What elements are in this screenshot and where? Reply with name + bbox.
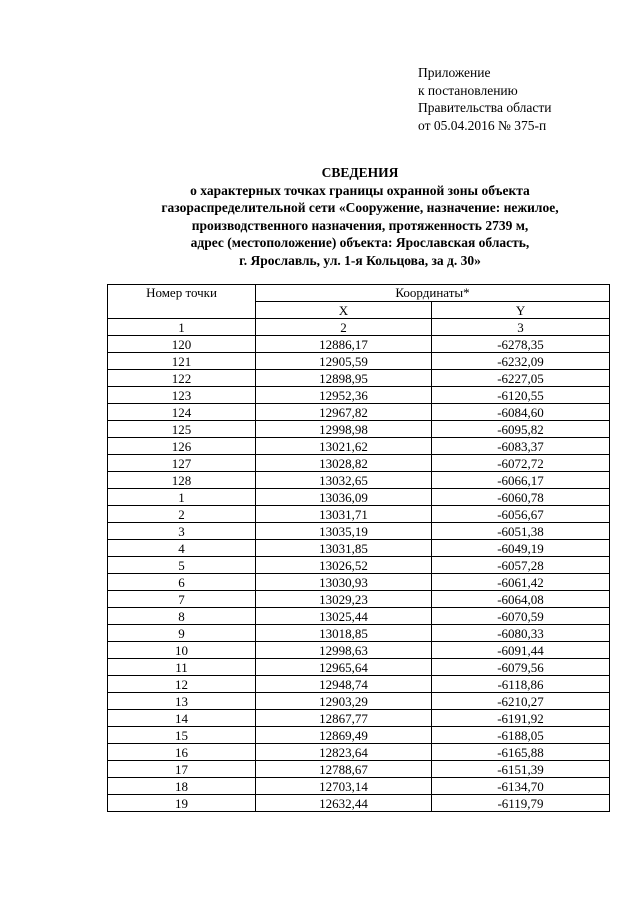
point-number-cell: 5 <box>108 557 256 574</box>
y-coordinate-cell: -6118,86 <box>432 676 610 693</box>
y-coordinate-cell: -6061,42 <box>432 574 610 591</box>
appendix-line: от 05.04.2016 № 375-п <box>418 117 547 133</box>
y-coordinate-cell: -6080,33 <box>432 625 610 642</box>
table-row <box>108 455 610 472</box>
table-row <box>108 574 610 591</box>
table-row <box>108 489 610 506</box>
point-number-cell: 16 <box>108 744 256 761</box>
column-number: 1 <box>108 319 256 336</box>
table-row <box>108 710 610 727</box>
x-coordinate-cell: 13031,85 <box>256 540 432 557</box>
appendix-line: Приложение <box>418 65 491 80</box>
point-number-cell: 1 <box>108 489 256 506</box>
table-row <box>108 523 610 540</box>
x-coordinate-cell: 12886,17 <box>256 336 432 353</box>
table-row <box>108 506 610 523</box>
x-coordinate-cell: 12869,49 <box>256 727 432 744</box>
appendix-line: Правительства области <box>418 100 552 115</box>
y-coordinate-cell: -6049,19 <box>432 540 610 557</box>
appendix-line: к постановлению <box>418 82 518 98</box>
x-coordinate-cell: 13025,44 <box>256 608 432 625</box>
heading-line: производственного назначения, протяженность 2739 м, <box>191 217 529 233</box>
point-number-cell: 125 <box>108 421 256 438</box>
point-number-cell: 11 <box>108 659 256 676</box>
table-row <box>108 540 610 557</box>
x-coordinate-cell: 12905,59 <box>256 353 432 370</box>
x-coordinate-cell: 13026,52 <box>256 557 432 574</box>
y-coordinate-cell: -6210,27 <box>432 693 610 710</box>
header-x: X <box>256 302 432 319</box>
y-coordinate-cell: -6070,59 <box>432 608 610 625</box>
table-row <box>108 557 610 574</box>
table-row <box>108 761 610 778</box>
y-coordinate-cell: -6278,35 <box>432 336 610 353</box>
x-coordinate-cell: 12952,36 <box>256 387 432 404</box>
point-number-cell: 14 <box>108 710 256 727</box>
y-coordinate-cell: -6060,78 <box>432 489 610 506</box>
point-number-cell: 122 <box>108 370 256 387</box>
document-title: СВЕДЕНИЯ <box>321 165 399 180</box>
point-number-cell: 17 <box>108 761 256 778</box>
header-point-number: Номер точки <box>108 285 256 319</box>
x-coordinate-cell: 12903,29 <box>256 693 432 710</box>
table-row <box>108 625 610 642</box>
point-number-cell: 123 <box>108 387 256 404</box>
x-coordinate-cell: 12823,64 <box>256 744 432 761</box>
point-number-cell: 4 <box>108 540 256 557</box>
column-number: 3 <box>432 319 610 336</box>
y-coordinate-cell: -6066,17 <box>432 472 610 489</box>
point-number-cell: 9 <box>108 625 256 642</box>
point-number-cell: 12 <box>108 676 256 693</box>
x-coordinate-cell: 12867,77 <box>256 710 432 727</box>
y-coordinate-cell: -6079,56 <box>432 659 610 676</box>
table-row <box>108 727 610 744</box>
y-coordinate-cell: -6095,82 <box>432 421 610 438</box>
table-row <box>108 370 610 387</box>
point-number-cell: 13 <box>108 693 256 710</box>
y-coordinate-cell: -6227,05 <box>432 370 610 387</box>
table-row <box>108 353 610 370</box>
x-coordinate-cell: 13030,93 <box>256 574 432 591</box>
x-coordinate-cell: 13028,82 <box>256 455 432 472</box>
coordinates-table <box>107 284 610 812</box>
y-coordinate-cell: -6120,55 <box>432 387 610 404</box>
y-coordinate-cell: -6051,38 <box>432 523 610 540</box>
x-coordinate-cell: 12703,14 <box>256 778 432 795</box>
point-number-cell: 126 <box>108 438 256 455</box>
document-heading <box>60 164 640 269</box>
point-number-cell: 3 <box>108 523 256 540</box>
table-row <box>108 387 610 404</box>
heading-line: г. Ярославль, ул. 1-я Кольцова, за д. 30» <box>239 252 481 268</box>
point-number-cell: 121 <box>108 353 256 370</box>
x-coordinate-cell: 12998,63 <box>256 642 432 659</box>
table-row <box>108 472 610 489</box>
table-row <box>108 778 610 795</box>
point-number-cell: 2 <box>108 506 256 523</box>
table-row <box>108 795 610 812</box>
y-coordinate-cell: -6072,72 <box>432 455 610 472</box>
x-coordinate-cell: 13021,62 <box>256 438 432 455</box>
table-row <box>108 693 610 710</box>
column-number: 2 <box>256 319 432 336</box>
table-row <box>108 421 610 438</box>
table-row <box>108 336 610 353</box>
y-coordinate-cell: -6084,60 <box>432 404 610 421</box>
y-coordinate-cell: -6191,92 <box>432 710 610 727</box>
x-coordinate-cell: 13031,71 <box>256 506 432 523</box>
x-coordinate-cell: 12788,67 <box>256 761 432 778</box>
x-coordinate-cell: 12948,74 <box>256 676 432 693</box>
table-row <box>108 642 610 659</box>
heading-line: газораспределительной сети «Сооружение, назначение: нежилое, <box>161 200 559 215</box>
y-coordinate-cell: -6057,28 <box>432 557 610 574</box>
point-number-cell: 15 <box>108 727 256 744</box>
x-coordinate-cell: 12898,95 <box>256 370 432 387</box>
header-coordinates: Координаты* <box>256 285 610 302</box>
point-number-cell: 7 <box>108 591 256 608</box>
point-number-cell: 18 <box>108 778 256 795</box>
x-coordinate-cell: 13036,09 <box>256 489 432 506</box>
x-coordinate-cell: 12632,44 <box>256 795 432 812</box>
point-number-cell: 10 <box>108 642 256 659</box>
table-body <box>108 336 610 812</box>
y-coordinate-cell: -6232,09 <box>432 353 610 370</box>
y-coordinate-cell: -6119,79 <box>432 795 610 812</box>
heading-line: о характерных точках границы охранной зоны объекта <box>190 182 530 198</box>
y-coordinate-cell: -6188,05 <box>432 727 610 744</box>
x-coordinate-cell: 12998,98 <box>256 421 432 438</box>
y-coordinate-cell: -6056,67 <box>432 506 610 523</box>
point-number-cell: 124 <box>108 404 256 421</box>
table-row <box>108 438 610 455</box>
table-row <box>108 676 610 693</box>
point-number-cell: 128 <box>108 472 256 489</box>
x-coordinate-cell: 13029,23 <box>256 591 432 608</box>
point-number-cell: 8 <box>108 608 256 625</box>
point-number-cell: 120 <box>108 336 256 353</box>
x-coordinate-cell: 13032,65 <box>256 472 432 489</box>
header-y: Y <box>432 302 610 319</box>
table-row <box>108 608 610 625</box>
y-coordinate-cell: -6064,08 <box>432 591 610 608</box>
table-row <box>108 591 610 608</box>
column-numbers-row <box>108 319 610 336</box>
point-number-cell: 127 <box>108 455 256 472</box>
table-row <box>108 404 610 421</box>
point-number-cell: 19 <box>108 795 256 812</box>
point-number-cell: 6 <box>108 574 256 591</box>
y-coordinate-cell: -6151,39 <box>432 761 610 778</box>
y-coordinate-cell: -6134,70 <box>432 778 610 795</box>
x-coordinate-cell: 13035,19 <box>256 523 432 540</box>
y-coordinate-cell: -6083,37 <box>432 438 610 455</box>
x-coordinate-cell: 12965,64 <box>256 659 432 676</box>
appendix-block <box>418 64 551 134</box>
table-row <box>108 744 610 761</box>
x-coordinate-cell: 13018,85 <box>256 625 432 642</box>
x-coordinate-cell: 12967,82 <box>256 404 432 421</box>
table-header-row <box>108 285 610 302</box>
y-coordinate-cell: -6165,88 <box>432 744 610 761</box>
heading-line: адрес (местоположение) объекта: Ярославская область, <box>190 235 530 250</box>
y-coordinate-cell: -6091,44 <box>432 642 610 659</box>
table-row <box>108 659 610 676</box>
